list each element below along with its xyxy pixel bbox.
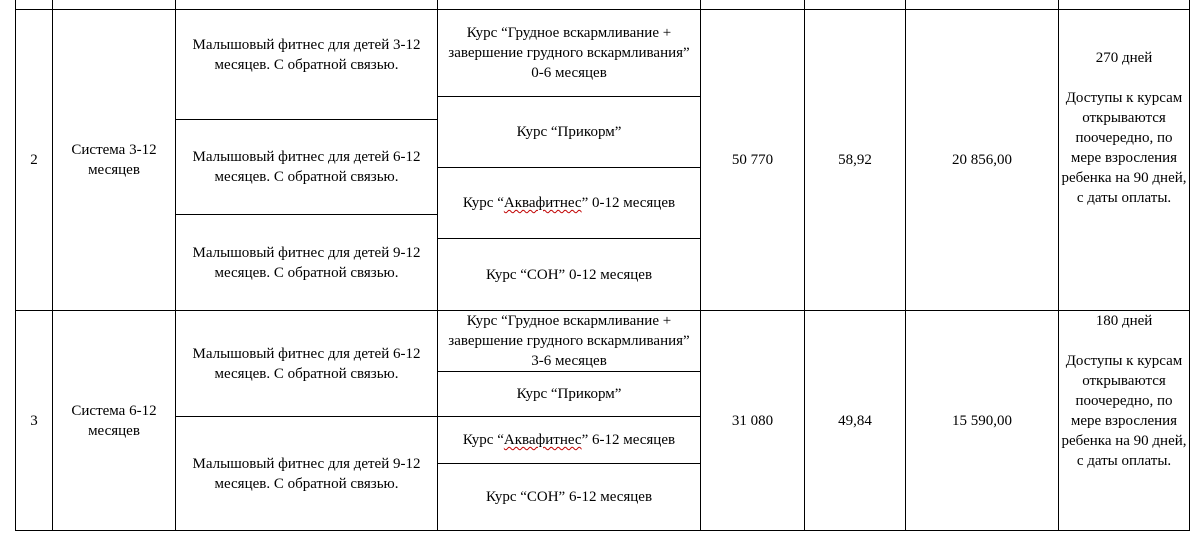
course-cell: Курс “Грудное вскармливание + завершение грудного вскармливания” 0-6 месяцев (448, 25, 690, 81)
group-cell: Малышовый фитнес для детей 6-12 месяцев. С обратной связью. (192, 149, 421, 185)
access-note: Доступы к курсам открываются поочередно, по мере взросления ребенка на 90 дней, с даты оплаты. (1061, 90, 1187, 206)
row-number: 3 (30, 412, 38, 429)
course-cell: Курс “Прикорм” (516, 124, 622, 140)
course-cell: Курс “СОН” 6-12 месяцев (485, 489, 653, 505)
system-name: Система 3-12 месяцев (71, 142, 157, 178)
duration: 270 дней (1095, 50, 1153, 66)
access-note: Доступы к курсам открываются поочередно, по мере взросления ребенка на 90 дней, с даты оплаты. (1061, 353, 1187, 469)
percent-cell: 49,84 (838, 412, 872, 429)
price-cell: 50 770 (731, 152, 774, 168)
course-cell: Курс “Прикорм” (516, 386, 622, 402)
spellcheck-word: Аквафитнес (503, 195, 582, 211)
percent-cell: 58,92 (838, 152, 872, 168)
table-border (15, 530, 1190, 531)
spellcheck-word: Аквафитнес (503, 432, 582, 448)
amount-cell: 15 590,00 (952, 412, 1012, 429)
duration: 180 дней (1095, 313, 1153, 329)
access-cell (1059, 10, 1189, 310)
course-cell: Курс “Аквафитнес” 6-12 месяцев (462, 432, 676, 448)
course-cell: Курс “СОН” 0-12 месяцев (485, 266, 653, 283)
course-cell: Курс “Грудное вскармливание + завершение грудного вскармливания” 3-6 месяцев (448, 313, 690, 369)
course-cell: Курс “Аквафитнес” 0-12 месяцев (462, 195, 676, 211)
row-number: 2 (30, 152, 38, 168)
group-cell: Малышовый фитнес для детей 9-12 месяцев. С обратной связью. (192, 244, 421, 281)
amount-cell: 20 856,00 (952, 152, 1012, 168)
price-cell: 31 080 (731, 412, 774, 429)
group-cell: Малышовый фитнес для детей 9-12 месяцев. С обратной связью. (192, 455, 421, 492)
table-border (1189, 0, 1190, 531)
group-cell: Малышовый фитнес для детей 3-12 месяцев. С обратной связью. (192, 37, 421, 73)
system-name: Система 6-12 месяцев (71, 402, 157, 439)
access-cell (1059, 311, 1189, 530)
group-cell: Малышовый фитнес для детей 6-12 месяцев. С обратной связью. (192, 345, 421, 382)
